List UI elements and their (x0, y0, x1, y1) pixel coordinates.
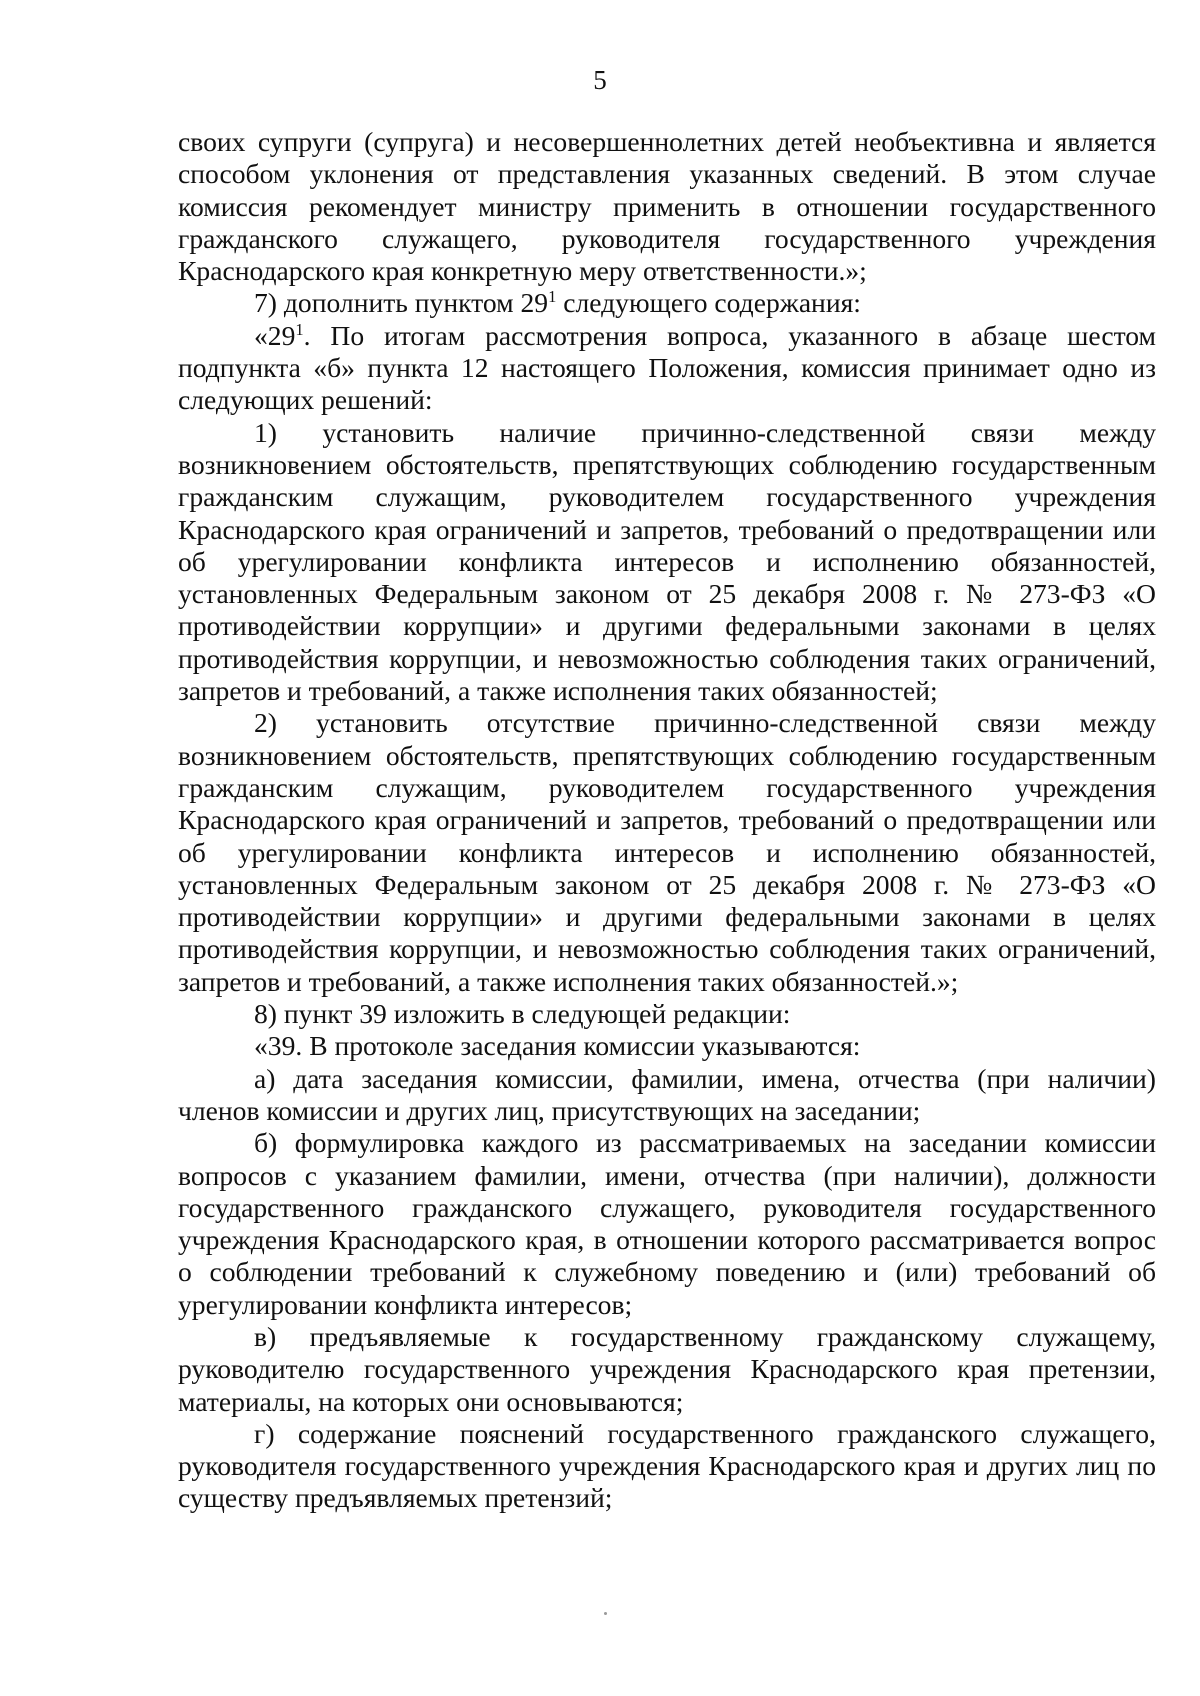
paragraph-decision-1: 1) установить наличие причинно-следственной связи между возникновением обстоятельств, препятствующих соблюдению государственным гражданским служащим, руководителем государственного учреждения Краснодарского края ограничений и запретов, требований о предотвращении или об урегулировании конфликта интересов и исполнению обязанностей, установленных Федеральным законом от 25 декабря 2008 г. № 273-ФЗ «О противодействии коррупции» и другими федеральными законами в целях противодействия коррупции, и невозможностью соблюдения таких ограничений, запретов и требований, а также исполнения таких обязанностей; (178, 416, 1156, 707)
page-number: 5 (593, 65, 607, 95)
paragraph-clause-39: «39. В протоколе заседания комиссии указываются: (254, 1030, 861, 1062)
item-7-text-after: следующего содержания: (556, 287, 861, 319)
paragraph-clause-39-v: в) предъявляемые к государственному гражданскому служащему, руководителю государственного учреждения Краснодарского края претензии, материалы, на которых они основываются; (178, 1320, 1156, 1417)
paragraph-decision-2: 2) установить отсутствие причинно-следственной связи между возникновением обстоятельств, препятствующих соблюдению государственным гражданским служащим, руководителем государственного учреждения Краснодарского края ограничений и запретов, требований о предотвращении или об урегулировании конфликта интересов и исполнению обязанностей, установленных Федеральным законом от 25 декабря 2008 г. № 273-ФЗ «О противодействии коррупции» и другими федеральными законами в целях противодействия коррупции, и невозможностью соблюдения таких ограничений, запретов и требований, а также исполнения таких обязанностей.»; (178, 707, 1156, 997)
document-body (178, 126, 1156, 1515)
paragraph-continuation: своих супруги (супруга) и несовершеннолетних детей необъективна и является способом уклонения от представления указанных сведений. В этом случае комиссия рекомендует министру применить в отношении государственного гражданского служащего, руководителя государственного учреждения Краснодарского края конкретную меру ответственности.»; (178, 126, 1156, 287)
paragraph-clause-39-b: б) формулировка каждого из рассматриваемых на заседании комиссии вопросов с указанием фамилии, имени, отчества (при наличии), должности государственного гражданского служащего, руководителя государственного учреждения Краснодарского края, в отношении которого рассматривается вопрос о соблюдении требований к служебному поведению и (или) требований об урегулировании конфликта интересов; (178, 1127, 1156, 1320)
paragraph-clause-39-g: г) содержание пояснений государственного гражданского служащего, руководителя государственного учреждения Краснодарского края и других лиц по существу предъявляемых претензий; (178, 1417, 1156, 1514)
clause-29-1-text-after: . По итогам рассмотрения вопроса, указанного в абзаце шестом подпункта «б» пункта 12 настоящего Положения, комиссия принимает одно из следующих решений: (178, 319, 1156, 416)
item-7-superscript: 1 (548, 287, 557, 307)
scan-speck (604, 1612, 607, 1615)
paragraph-clause-39-a: а) дата заседания комиссии, фамилии, имена, отчества (при наличии) членов комиссии и других лиц, присутствующих на заседании; (178, 1062, 1156, 1126)
paragraph-item-8: 8) пункт 39 изложить в следующей редакции: (254, 998, 791, 1030)
clause-29-1-text-before: «29 (254, 319, 296, 351)
paragraph-clause-29-1 (178, 320, 1156, 417)
item-7-text-before: 7) дополнить пунктом 29 (254, 287, 549, 319)
paragraph-item-7 (178, 287, 1156, 319)
clause-29-1-superscript: 1 (295, 319, 304, 339)
